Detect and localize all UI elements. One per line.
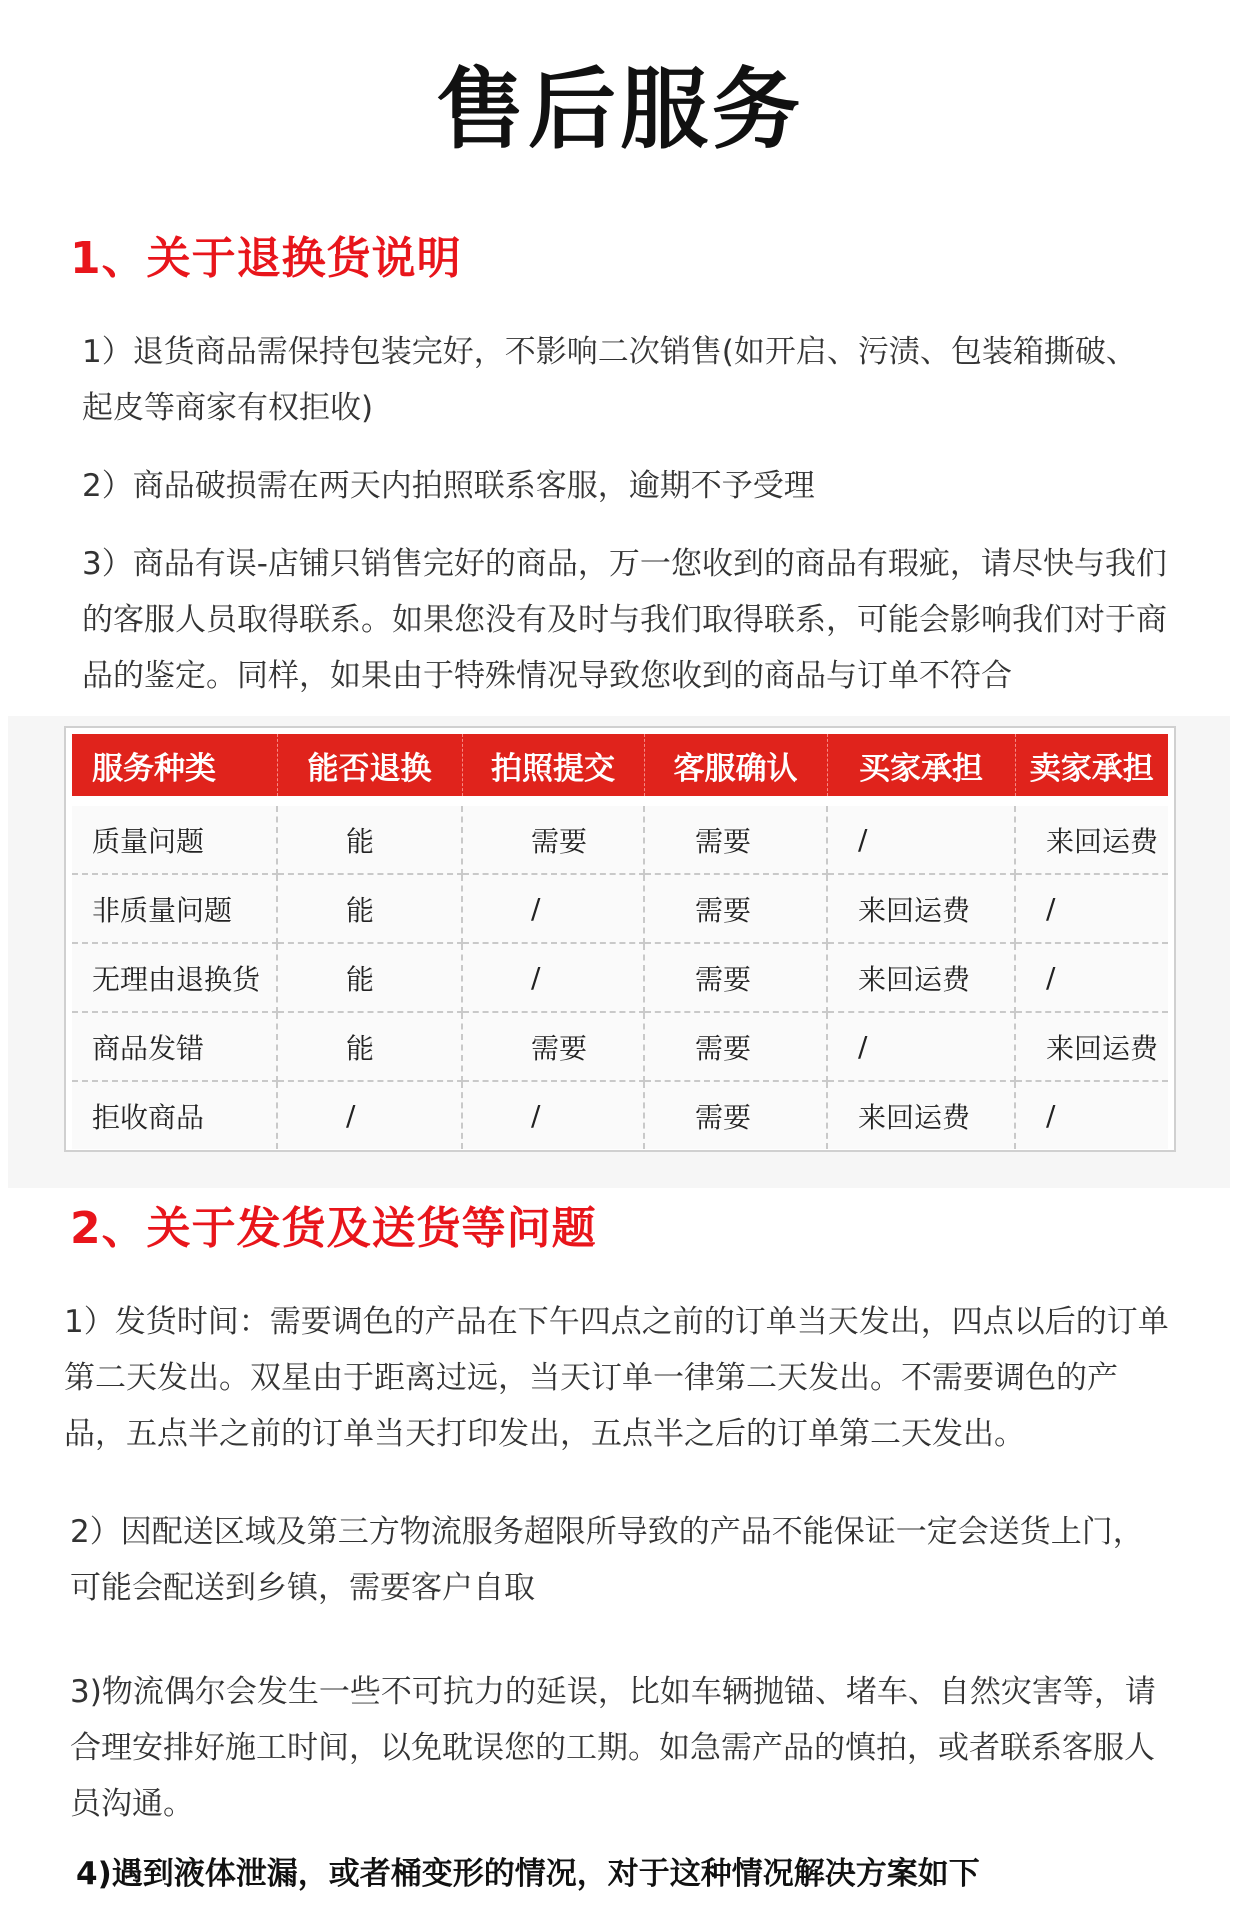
header-photo-submit: 拍照提交 <box>462 734 644 796</box>
table-cell: / <box>827 1012 1015 1081</box>
section-heading-shipping: 2、关于发货及送货等问题 <box>70 1203 597 1254</box>
header-seller-pays: 卖家承担 <box>1015 734 1168 796</box>
table-cell: / <box>1015 874 1168 943</box>
table-header-row <box>72 734 1168 796</box>
table-cell: / <box>277 1081 462 1149</box>
table-cell: 需要 <box>644 1012 827 1081</box>
table-cell: 能 <box>277 806 462 874</box>
shipping-paragraph-3: 3)物流偶尔会发生一些不可抗力的延误，比如车辆抛锚、堵车、自然灾害等，请合理安排好施工时间，以免耽误您的工期。如急需产品的慎拍，或者联系客服人员沟通。 <box>70 1674 1156 1822</box>
table-row <box>72 1081 1168 1149</box>
table-row <box>72 1012 1168 1081</box>
table-cell: 来回运费 <box>1015 1012 1168 1081</box>
table-cell: 需要 <box>644 806 827 874</box>
service-table-panel <box>8 716 1230 1188</box>
table-cell: 商品发错 <box>72 1012 277 1081</box>
shipping-paragraph-2: 2）因配送区域及第三方物流服务超限所导致的产品不能保证一定会送货上门，可能会配送到乡镇，需要客户自取 <box>70 1514 1144 1606</box>
header-service-type: 服务种类 <box>72 734 277 796</box>
table-cell: 非质量问题 <box>72 874 277 943</box>
table-cell: / <box>462 943 644 1012</box>
table-cell: 需要 <box>644 874 827 943</box>
table-cell: 能 <box>277 874 462 943</box>
table-cell: 来回运费 <box>1015 806 1168 874</box>
table-cell: 来回运费 <box>827 874 1015 943</box>
header-returnable: 能否退换 <box>277 734 462 796</box>
table-cell: / <box>462 1081 644 1149</box>
table-cell: / <box>462 874 644 943</box>
header-cs-confirm: 客服确认 <box>644 734 827 796</box>
table-row <box>72 943 1168 1012</box>
table-cell: 能 <box>277 1012 462 1081</box>
page-title: 售后服务 <box>435 58 804 161</box>
returns-paragraph-2: 2）商品破损需在两天内拍照联系客服，逾期不予受理 <box>82 468 815 504</box>
table-row <box>72 806 1168 874</box>
returns-paragraph-1: 1）退货商品需保持包装完好，不影响二次销售(如开启、污渍、包装箱撕破、起皮等商家有权拒收) <box>82 334 1137 426</box>
shipping-paragraph-1: 1）发货时间：需要调色的产品在下午四点之前的订单当天发出，四点以后的订单第二天发出。双星由于距离过远，当天订单一律第二天发出。不需要调色的产品，五点半之前的订单当天打印发出，五点半之后的订单第二天发出。 <box>64 1304 1169 1452</box>
header-buyer-pays: 买家承担 <box>827 734 1015 796</box>
returns-paragraph-3: 3）商品有误-店铺只销售完好的商品，万一您收到的商品有瑕疵，请尽快与我们的客服人员取得联系。如果您没有及时与我们取得联系，可能会影响我们对于商品的鉴定。同样，如果由于特殊情况导致您收到的商品与订单不符合 <box>82 546 1167 694</box>
table-cell: / <box>1015 1081 1168 1149</box>
table-cell: / <box>827 806 1015 874</box>
table-cell: 来回运费 <box>827 1081 1015 1149</box>
table-cell: 需要 <box>462 1012 644 1081</box>
table-cell: 需要 <box>644 1081 827 1149</box>
table-cell: 来回运费 <box>827 943 1015 1012</box>
table-cell: 需要 <box>644 943 827 1012</box>
table-cell: 需要 <box>462 806 644 874</box>
service-table <box>72 734 1168 1149</box>
table-cell: 质量问题 <box>72 806 277 874</box>
table-cell: / <box>1015 943 1168 1012</box>
table-cell: 无理由退换货 <box>72 943 277 1012</box>
table-cell: 能 <box>277 943 462 1012</box>
table-cell: 拒收商品 <box>72 1081 277 1149</box>
table-row <box>72 874 1168 943</box>
section-heading-returns: 1、关于退换货说明 <box>70 233 462 284</box>
shipping-paragraph-4: 4)遇到液体泄漏，或者桶变形的情况，对于这种情况解决方案如下 <box>76 1856 980 1892</box>
